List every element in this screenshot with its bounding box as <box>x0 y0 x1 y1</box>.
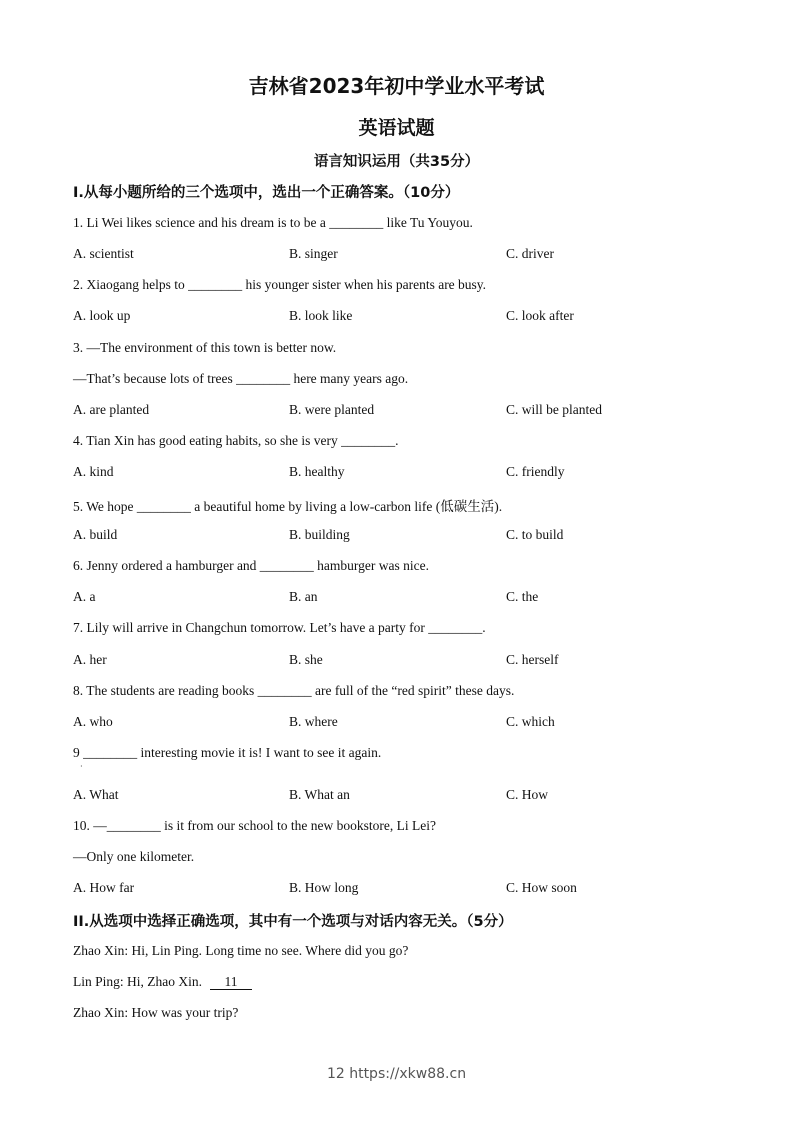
question-6-option-c: C. the <box>506 589 539 604</box>
answer-blank-11: 11 <box>210 975 252 990</box>
page-footer: 12 https://xkw88.cn <box>326 1066 467 1082</box>
question-7-stem: 7. Lily will arrive in Changchun tomorrow. Let’s have a party for ________. <box>73 620 486 635</box>
question-8-option-b: B. where <box>289 714 338 729</box>
question-3-option-c: C. will be planted <box>506 402 602 417</box>
question-10-option-c: C. How soon <box>506 880 577 895</box>
section-1-heading: I.从每小题所给的三个选项中，选出一个正确答案。（10分） <box>73 185 460 201</box>
question-3-option-a: A. are planted <box>73 402 150 417</box>
question-2-option-c: C. look after <box>506 308 574 323</box>
question-6-option-a: A. a <box>73 589 96 604</box>
section-2-heading: II.从选项中选择正确选项，其中有一个选项与对话内容无关。（5分） <box>73 914 513 930</box>
part-heading: 语言知识运用（共35分） <box>313 154 480 170</box>
question-10-option-b: B. How long <box>289 880 359 895</box>
question-2-stem: 2. Xiaogang helps to ________ his younger sister when his parents are busy. <box>73 277 487 292</box>
dialogue-line-2-text: Lin Ping: Hi, Zhao Xin. <box>73 974 202 989</box>
question-8-option-c: C. which <box>506 714 555 729</box>
exam-subtitle: 英语试题 <box>358 117 435 139</box>
dialogue-line-3: Zhao Xin: How was your trip? <box>73 1005 239 1020</box>
question-7-option-c: C. herself <box>506 652 559 667</box>
question-10-stem-line-2: —Only one kilometer. <box>73 849 195 864</box>
question-2-option-a: A. look up <box>73 308 131 323</box>
question-4-option-a: A. kind <box>73 464 114 479</box>
dialogue-line-1: Zhao Xin: Hi, Lin Ping. Long time no see. Where did you go? <box>73 943 409 958</box>
question-8-option-a: A. who <box>73 714 113 729</box>
question-9-option-b: B. What an <box>289 787 350 802</box>
question-7-option-a: A. her <box>73 652 107 667</box>
question-4-option-b: B. healthy <box>289 464 345 479</box>
question-3-stem-line-2: —That’s because lots of trees ________ here many years ago. <box>73 371 409 386</box>
exam-title: 吉林省2023年初中学业水平考试 <box>248 74 545 98</box>
question-5-option-b: B. building <box>289 527 350 542</box>
question-9-stem: 9 ________ interesting movie it is! I want to see it again. <box>73 745 382 760</box>
question-10-option-a: A. How far <box>73 880 135 895</box>
question-9-option-a: A. What <box>73 787 119 802</box>
question-1-stem: 1. Li Wei likes science and his dream is to be a ________ like Tu Youyou. <box>73 215 473 230</box>
question-5-stem: 5. We hope ________ a beautiful home by living a low-carbon life (低碳生活). <box>73 499 503 514</box>
question-5-option-c: C. to build <box>506 527 564 542</box>
question-2-option-b: B. look like <box>289 308 353 323</box>
question-1-option-c: C. driver <box>506 246 554 261</box>
question-1-option-a: A. scientist <box>73 246 134 261</box>
question-7-option-b: B. she <box>289 652 323 667</box>
question-6-stem: 6. Jenny ordered a hamburger and ________ hamburger was nice. <box>73 558 430 573</box>
question-4-stem: 4. Tian Xin has good eating habits, so she is very ________. <box>73 433 399 448</box>
question-6-option-b: B. an <box>289 589 318 604</box>
question-8-stem: 8. The students are reading books ________ are full of the “red spirit” these days. <box>73 683 515 698</box>
question-3-option-b: B. were planted <box>289 402 375 417</box>
question-3-stem: 3. —The environment of this town is better now. <box>73 340 337 355</box>
stray-dot-mark: · <box>80 762 83 771</box>
question-10-stem: 10. —________ is it from our school to the new bookstore, Li Lei? <box>73 818 436 833</box>
dialogue-line-2 <box>73 974 252 990</box>
question-5-option-a: A. build <box>73 527 118 542</box>
question-4-option-c: C. friendly <box>506 464 565 479</box>
question-1-option-b: B. singer <box>289 246 338 261</box>
question-9-option-c: C. How <box>506 787 549 802</box>
